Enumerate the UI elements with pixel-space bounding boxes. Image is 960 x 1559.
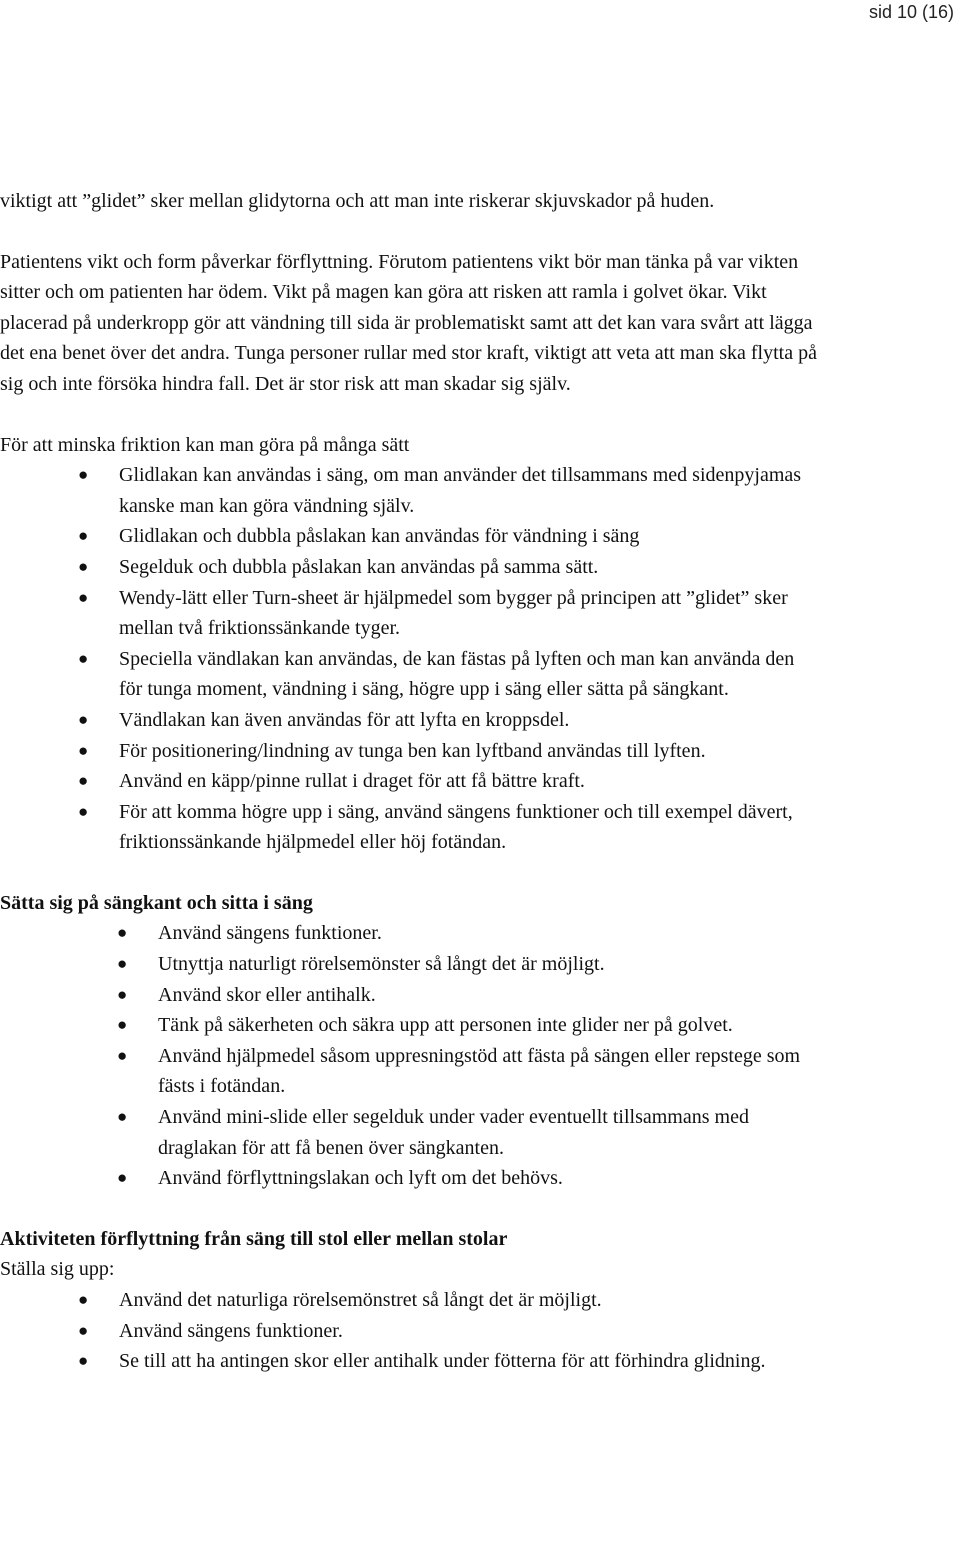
list-item: ● Segelduk och dubbla påslakan kan användas på samma sätt.: [0, 552, 820, 583]
bullet-icon: ●: [78, 709, 89, 729]
bullet-icon: ●: [78, 648, 89, 668]
list-item: ● Speciella vändlakan kan användas, de kan fästas på lyften och man kan använda den för tunga moment, vändning i säng, högre upp i säng eller sätta på sängkant.: [0, 644, 820, 705]
friction-list: [0, 460, 820, 858]
list-item: ● Vändlakan kan även användas för att lyfta en kroppsdel.: [0, 705, 820, 736]
list-item: ● Använd mini-slide eller segelduk under vader eventuellt tillsammans med draglakan för att få benen över sängkanten.: [0, 1102, 820, 1163]
list-item: ● Tänk på säkerheten och säkra upp att personen inte glider ner på golvet.: [0, 1010, 820, 1041]
bullet-icon: ●: [78, 740, 89, 760]
bullet-icon: ●: [117, 1015, 128, 1035]
list-item: ● För positionering/lindning av tunga ben kan lyftband användas till lyften.: [0, 736, 820, 767]
list-item: ● Använd förflyttningslakan och lyft om det behövs.: [0, 1163, 820, 1194]
intro-paragraph-1: viktigt att ”glidet” sker mellan glidytorna och att man inte riskerar skjuvskador på huden.: [0, 190, 715, 212]
bullet-icon: ●: [78, 771, 89, 791]
list-item: ● Glidlakan kan användas i säng, om man använder det tillsammans med sidenpyjamas kanske man kan göra vändning själv.: [0, 460, 820, 521]
bullet-icon: ●: [117, 954, 128, 974]
bullet-icon: ●: [78, 465, 89, 485]
document-body: [0, 186, 820, 1377]
list-item: ● Utnyttja naturligt rörelsemönster så långt det är möjligt.: [0, 949, 820, 980]
section-heading-transfer: Aktiviteten förflyttning från säng till stol eller mellan stolar: [0, 1227, 508, 1250]
page-number: sid 10 (16): [868, 2, 954, 22]
bullet-icon: ●: [117, 923, 128, 943]
list-item: ● Använd sängens funktioner.: [0, 918, 820, 949]
sit-list: [0, 918, 820, 1193]
friction-lead: För att minska friktion kan man göra på många sätt: [0, 433, 410, 456]
transfer-list: [0, 1285, 820, 1377]
list-item: ● Wendy-lätt eller Turn-sheet är hjälpmedel som bygger på principen att ”glidet” sker mellan två friktionssänkande tyger.: [0, 583, 820, 644]
bullet-icon: ●: [78, 1351, 89, 1371]
intro-paragraph-2: Patientens vikt och form påverkar förflyttning. Förutom patientens vikt bör man tänka på var vikten sitter och om patienten har ödem. Vikt på magen kan göra att risken att ramla i golvet ökar. Vikt placerad på underkropp gör att vändning till sida är problematiskt samt att det kan vara svårt att lägga det ena benet över det andra. Tunga personer rullar med stor kraft, viktigt att veta att man ska flytta på sig och inte försöka hindra fall. Det är stor risk att man skadar sig själv.: [0, 250, 817, 395]
section-heading-sit: Sätta sig på sängkant och sitta i säng: [0, 891, 313, 914]
bullet-icon: ●: [78, 556, 89, 576]
list-item: ● Använd en käpp/pinne rullat i draget för att få bättre kraft.: [0, 766, 820, 797]
list-item: ● Använd sängens funktioner.: [0, 1316, 820, 1347]
list-item: ● Se till att ha antingen skor eller antihalk under fötterna för att förhindra glidning.: [0, 1346, 820, 1377]
section-subheading-stand: Ställa sig upp:: [0, 1258, 115, 1281]
bullet-icon: ●: [78, 801, 89, 821]
list-item: ● Använd skor eller antihalk.: [0, 980, 820, 1011]
list-item: ● Använd hjälpmedel såsom uppresningstöd att fästa på sängen eller repstege som fästs i fotändan.: [0, 1041, 820, 1102]
bullet-icon: ●: [117, 1107, 128, 1127]
bullet-icon: ●: [78, 526, 89, 546]
bullet-icon: ●: [117, 984, 128, 1004]
bullet-icon: ●: [78, 1290, 89, 1309]
bullet-icon: ●: [78, 587, 89, 607]
bullet-icon: ●: [78, 1320, 89, 1340]
list-item: ● Glidlakan och dubbla påslakan kan användas för vändning i säng: [0, 521, 820, 552]
bullet-icon: ●: [117, 1168, 128, 1188]
list-item: ● För att komma högre upp i säng, använd sängens funktioner och till exempel dävert, friktionssänkande hjälpmedel eller höj fotändan.: [0, 797, 820, 858]
list-item: ● Använd det naturliga rörelsemönstret så långt det är möjligt.: [0, 1285, 820, 1316]
bullet-icon: ●: [117, 1045, 128, 1065]
